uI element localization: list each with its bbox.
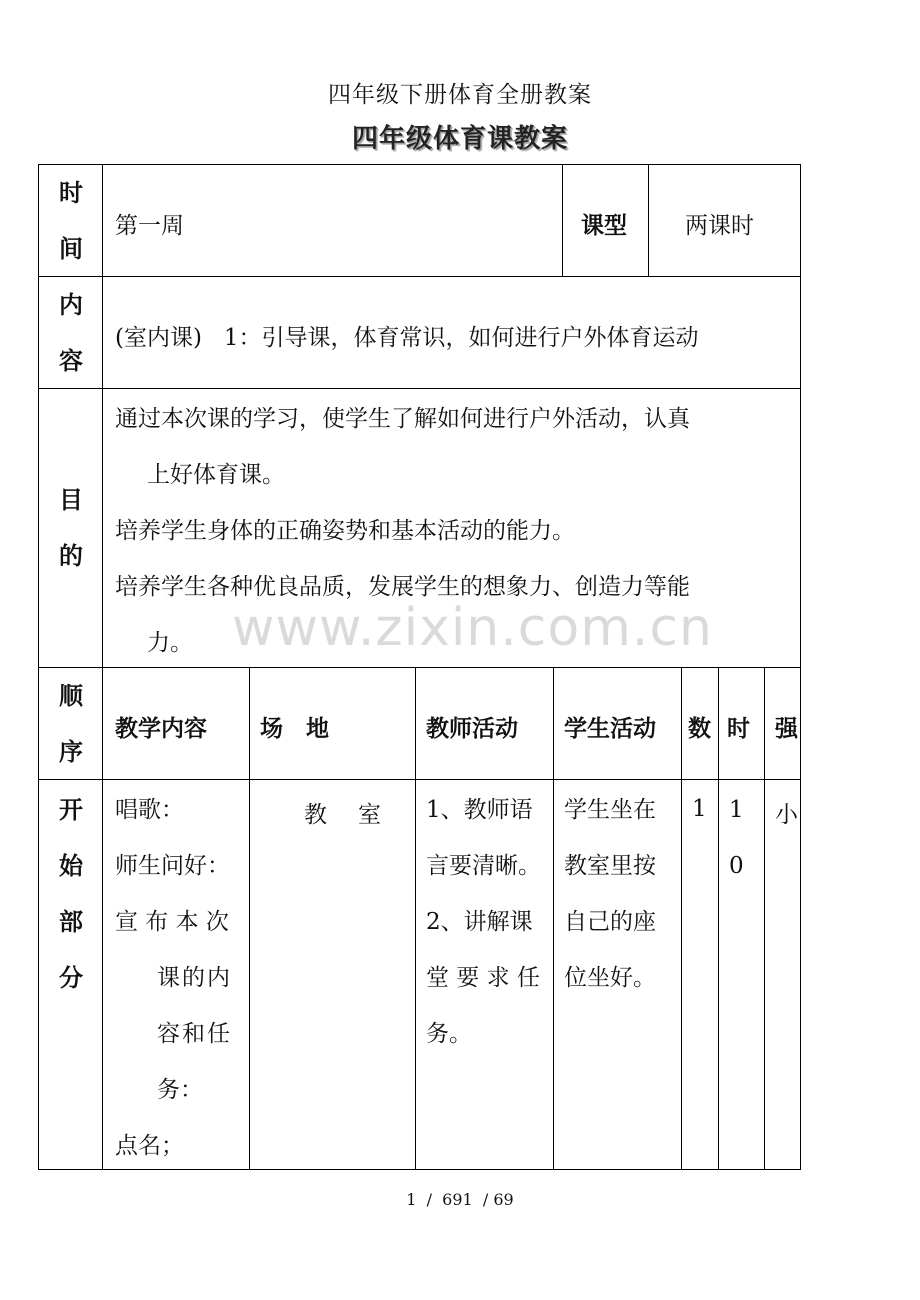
row-time-line: 1	[729, 797, 744, 823]
row-teacher-line: 2、讲解课	[426, 909, 533, 935]
lesson-plan-title: 四年级体育课教案	[351, 124, 568, 154]
count-header-cell	[681, 667, 718, 779]
goal-line: 力。	[147, 630, 193, 656]
time-value: 第一周	[115, 213, 184, 239]
content-value-cell	[102, 276, 801, 388]
row-time-lines	[729, 782, 744, 894]
row-content-cell	[102, 779, 249, 1170]
teacher-activity-header-cell	[415, 667, 553, 779]
row-teacher-line: 言要清晰。	[426, 853, 541, 879]
goal-line: 通过本次课的学习，使学生了解如何进行户外活动，认真	[115, 406, 690, 432]
row-time-cell	[718, 779, 764, 1170]
teacher-activity-header: 教师活动	[426, 716, 518, 742]
order-header-cell	[38, 667, 102, 779]
row-count-cell	[681, 779, 718, 1170]
time-header-cell	[718, 667, 764, 779]
section-label-char: 始	[59, 852, 83, 880]
goal-lines	[115, 391, 690, 671]
goal-line: 培养学生各种优良品质，发展学生的想象力、创造力等能	[115, 574, 690, 600]
content-label-char-2: 容	[59, 346, 83, 375]
row-student-lines	[564, 782, 656, 1006]
teaching-content-header: 教学内容	[115, 716, 207, 742]
row-teacher-line: 1、教师语	[426, 797, 533, 823]
time-label-char-1: 时	[59, 178, 83, 207]
row-content-line: 点名；	[115, 1133, 184, 1159]
section-label-char: 分	[59, 964, 83, 992]
row-content-lines	[115, 782, 232, 1174]
row-venue-cell	[249, 779, 415, 1170]
content-label-cell	[38, 276, 102, 388]
document-header: 四年级下册体育全册教案	[328, 82, 592, 108]
lesson-type-label-cell	[562, 164, 648, 276]
goal-line: 上好体育课。	[147, 462, 285, 488]
time-value-cell	[102, 164, 562, 276]
student-activity-header: 学生活动	[564, 716, 656, 742]
row-student-line: 位坐好。	[564, 965, 656, 991]
count-header: 数	[688, 716, 711, 742]
row-teacher-line: 堂 要 求 任	[426, 965, 540, 991]
time-label-cell	[38, 164, 102, 276]
row-content-line: 师生问好：	[115, 853, 230, 879]
venue-header-cell	[249, 667, 415, 779]
goal-value-cell	[102, 388, 801, 667]
lesson-type-label: 课型	[581, 213, 627, 239]
lesson-type-value-cell	[648, 164, 801, 276]
section-label-cell	[38, 779, 102, 1170]
goal-label-char-1: 目	[59, 486, 83, 514]
section-label-char: 开	[59, 796, 83, 824]
row-content-line: 容和任	[157, 1021, 232, 1047]
row-student-line: 教室里按	[564, 853, 656, 879]
content-label-char-1: 内	[59, 290, 83, 319]
student-activity-header-cell	[553, 667, 681, 779]
row-teacher-line: 务。	[426, 1021, 472, 1047]
row-count: 1	[692, 796, 707, 822]
goal-label-char-2: 的	[59, 542, 83, 570]
section-label	[39, 782, 103, 1006]
row-content-line: 课的内	[157, 965, 232, 991]
section-label-char: 部	[59, 908, 83, 936]
row-intensity: 小	[775, 802, 798, 828]
row-content-line: 务：	[157, 1077, 203, 1103]
intensity-header-cell	[764, 667, 801, 779]
row-venue: 教 室	[304, 802, 385, 828]
row-teacher-cell	[415, 779, 553, 1170]
time-label-char-2: 间	[59, 234, 83, 263]
order-header-char-2: 序	[59, 737, 83, 766]
goal-line: 培养学生身体的正确姿势和基本活动的能力。	[115, 518, 575, 544]
row-time-line: 0	[729, 853, 744, 879]
content-value: (室内课) 1：引导课，体育常识，如何进行户外体育运动	[115, 325, 699, 351]
order-header-char-1: 顺	[59, 681, 83, 710]
row-student-line: 学生坐在	[564, 797, 656, 823]
row-intensity-cell	[764, 779, 801, 1170]
row-content-line: 唱歌：	[115, 797, 184, 823]
venue-header: 场 地	[260, 716, 329, 742]
row-content-line: 宣 布 本 次	[115, 909, 229, 935]
goal-label-cell	[38, 388, 102, 667]
lesson-type-value: 两课时	[685, 213, 754, 239]
time-header: 时	[727, 716, 750, 742]
row-teacher-lines	[426, 782, 541, 1062]
row-student-cell	[553, 779, 681, 1170]
intensity-header: 强	[775, 716, 798, 742]
row-student-line: 自己的座	[564, 909, 656, 935]
teaching-content-header-cell	[102, 667, 249, 779]
watermark: www.zixin.com.cn	[232, 598, 713, 658]
page-footer: 1 / 691 / 69	[406, 1190, 514, 1209]
